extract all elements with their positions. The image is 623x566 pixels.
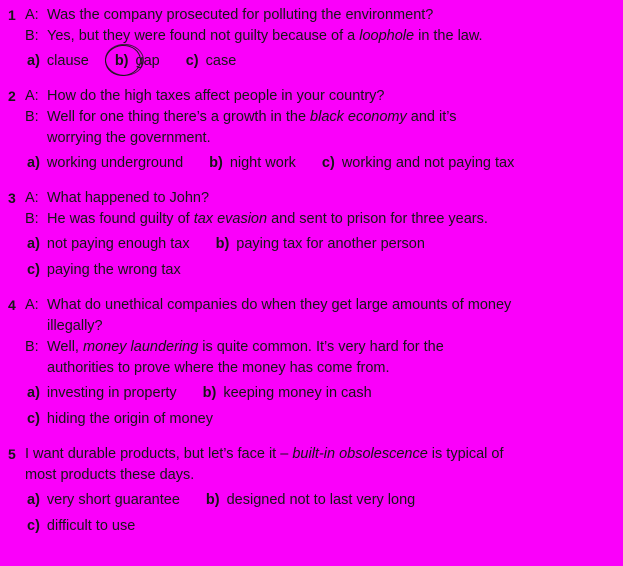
question-number: 5 — [8, 446, 16, 462]
dialogue-text — [47, 358, 390, 379]
option-b — [209, 153, 296, 174]
speaker-label: A: — [25, 190, 39, 206]
speaker-label: B: — [25, 109, 39, 125]
option-text: very short guarantee — [46, 492, 180, 508]
option-label: a) — [27, 155, 40, 171]
dialogue-line — [25, 444, 623, 465]
options-row — [25, 409, 623, 430]
text-segment: is typical of — [427, 446, 504, 462]
option-label-wrap — [27, 490, 40, 511]
option-label: b) — [215, 236, 230, 252]
question-4 — [8, 295, 623, 430]
option-label: c) — [321, 155, 335, 171]
option-label-wrap — [27, 516, 40, 537]
text-segment: Yes, but they were found not guilty because of a — [47, 28, 360, 44]
option-label: b) — [114, 53, 129, 69]
dialogue-text — [47, 86, 384, 107]
option-text: not paying enough tax — [46, 236, 190, 252]
question-number: 2 — [8, 88, 16, 104]
option-label: b) — [205, 492, 220, 508]
dialogue-line — [25, 26, 623, 47]
dialogue-line — [25, 107, 623, 128]
question-body — [25, 444, 623, 537]
option-label-wrap — [209, 153, 223, 174]
dialogue-line — [25, 316, 623, 337]
speaker-label — [25, 316, 47, 337]
option-a — [27, 153, 183, 174]
dialogue-line — [25, 188, 623, 209]
question-body — [25, 5, 623, 72]
option-label-wrap — [27, 51, 40, 72]
option-text: keeping money in cash — [223, 385, 372, 401]
option-label-wrap — [27, 260, 40, 281]
option-text: clause — [46, 53, 89, 69]
option-text: difficult to use — [46, 518, 136, 534]
options-row — [25, 383, 623, 404]
question-number: 1 — [8, 7, 16, 23]
dialogue-text — [47, 5, 433, 26]
question-body — [25, 188, 623, 281]
dialogue-line — [25, 209, 623, 230]
option-text: designed not to last very long — [226, 492, 416, 508]
text-segment: What happened to John? — [47, 190, 210, 206]
dialogue-text — [47, 107, 456, 128]
option-b — [216, 234, 425, 255]
exercise-question-list — [8, 5, 623, 537]
option-b — [203, 383, 372, 404]
option-label-wrap — [27, 383, 40, 404]
option-text: working underground — [46, 155, 184, 171]
option-label: c) — [27, 262, 40, 278]
speaker-label: A: — [25, 88, 39, 104]
speaker-label — [25, 358, 47, 379]
option-label-wrap — [216, 234, 230, 255]
dialogue-line — [25, 358, 623, 379]
option-label-wrap — [186, 51, 199, 72]
text-segment: Well for one thing there’s a growth in the — [47, 109, 311, 125]
dialogue-line — [25, 86, 623, 107]
question-5 — [8, 444, 623, 537]
options-row — [25, 490, 623, 511]
question-number: 4 — [8, 297, 16, 313]
dialogue-line — [25, 295, 623, 316]
option-label: b) — [202, 385, 217, 401]
key-term: money laundering — [83, 339, 199, 355]
key-term: tax evasion — [193, 211, 268, 227]
option-label: a) — [27, 236, 40, 252]
dialogue-line — [25, 337, 623, 358]
question-body — [25, 86, 623, 174]
option-label: c) — [27, 411, 40, 427]
option-label: a) — [27, 385, 40, 401]
dialogue-text — [47, 209, 488, 230]
dialogue-text — [47, 295, 511, 316]
option-text: working and not paying tax — [341, 155, 515, 171]
text-segment: Well, — [47, 339, 83, 355]
dialogue-text — [47, 128, 211, 149]
options-row — [25, 51, 623, 72]
text-segment: He was found guilty of — [47, 211, 194, 227]
key-term: loophole — [359, 28, 415, 44]
dialogue-text — [47, 188, 209, 209]
option-a — [27, 490, 180, 511]
text-segment: illegally? — [47, 318, 103, 334]
option-label: a) — [27, 492, 40, 508]
text-segment: and it’s — [406, 109, 457, 125]
option-a — [27, 234, 190, 255]
option-text: hiding the origin of money — [46, 411, 213, 427]
options-row — [25, 260, 623, 281]
option-c — [27, 409, 213, 430]
text-segment: and sent to prison for three years. — [267, 211, 488, 227]
option-text: paying tax for another person — [236, 236, 425, 252]
speaker-label — [25, 128, 47, 149]
dialogue-text — [25, 444, 504, 465]
option-label: b) — [209, 155, 223, 171]
text-segment: most products these days. — [25, 467, 195, 483]
option-label-wrap — [27, 153, 40, 174]
option-a — [27, 383, 177, 404]
text-segment: I want durable products, but let’s face it – — [25, 446, 293, 462]
key-term: built-in obsolescence — [292, 446, 428, 462]
option-b — [115, 51, 160, 72]
text-segment: authorities to prove where the money has come from. — [47, 360, 390, 376]
option-label-wrap — [27, 234, 40, 255]
question-body — [25, 295, 623, 430]
dialogue-line — [25, 5, 623, 26]
speaker-label: B: — [25, 339, 39, 355]
question-3 — [8, 188, 623, 281]
dialogue-line — [25, 128, 623, 149]
option-c — [27, 516, 135, 537]
option-text: case — [205, 53, 237, 69]
option-label-wrap — [115, 51, 129, 72]
text-segment: How do the high taxes affect people in your country? — [47, 88, 385, 104]
options-row — [25, 234, 623, 255]
text-segment: What do unethical companies do when they get large amounts of money — [47, 297, 512, 313]
option-b — [206, 490, 415, 511]
question-number: 3 — [8, 190, 16, 206]
options-row — [25, 153, 623, 174]
text-segment: Was the company prosecuted for polluting the environment? — [47, 7, 434, 23]
option-c — [322, 153, 514, 174]
text-segment: is quite common. It’s very hard for the — [198, 339, 444, 355]
option-label-wrap — [206, 490, 220, 511]
option-text: night work — [229, 155, 296, 171]
question-2 — [8, 86, 623, 174]
key-term: black economy — [310, 109, 407, 125]
dialogue-text — [25, 465, 194, 486]
option-text: investing in property — [46, 385, 177, 401]
option-label: a) — [27, 53, 40, 69]
speaker-label: A: — [25, 297, 39, 313]
options-row — [25, 516, 623, 537]
dialogue-line — [25, 465, 623, 486]
option-label-wrap — [203, 383, 217, 404]
text-segment: worrying the government. — [47, 130, 211, 146]
dialogue-text — [47, 337, 444, 358]
speaker-label: B: — [25, 211, 39, 227]
dialogue-text — [47, 316, 103, 337]
speaker-label: B: — [25, 28, 39, 44]
text-segment: in the law. — [414, 28, 483, 44]
question-1 — [8, 5, 623, 72]
dialogue-text — [47, 26, 483, 47]
option-c — [186, 51, 237, 72]
option-label: c) — [27, 518, 40, 534]
option-a — [27, 51, 89, 72]
option-label-wrap — [27, 409, 40, 430]
option-label-wrap — [322, 153, 335, 174]
speaker-label: A: — [25, 7, 39, 23]
option-c — [27, 260, 181, 281]
option-text: paying the wrong tax — [46, 262, 181, 278]
option-text: gap — [135, 53, 160, 69]
option-label: c) — [185, 53, 199, 69]
